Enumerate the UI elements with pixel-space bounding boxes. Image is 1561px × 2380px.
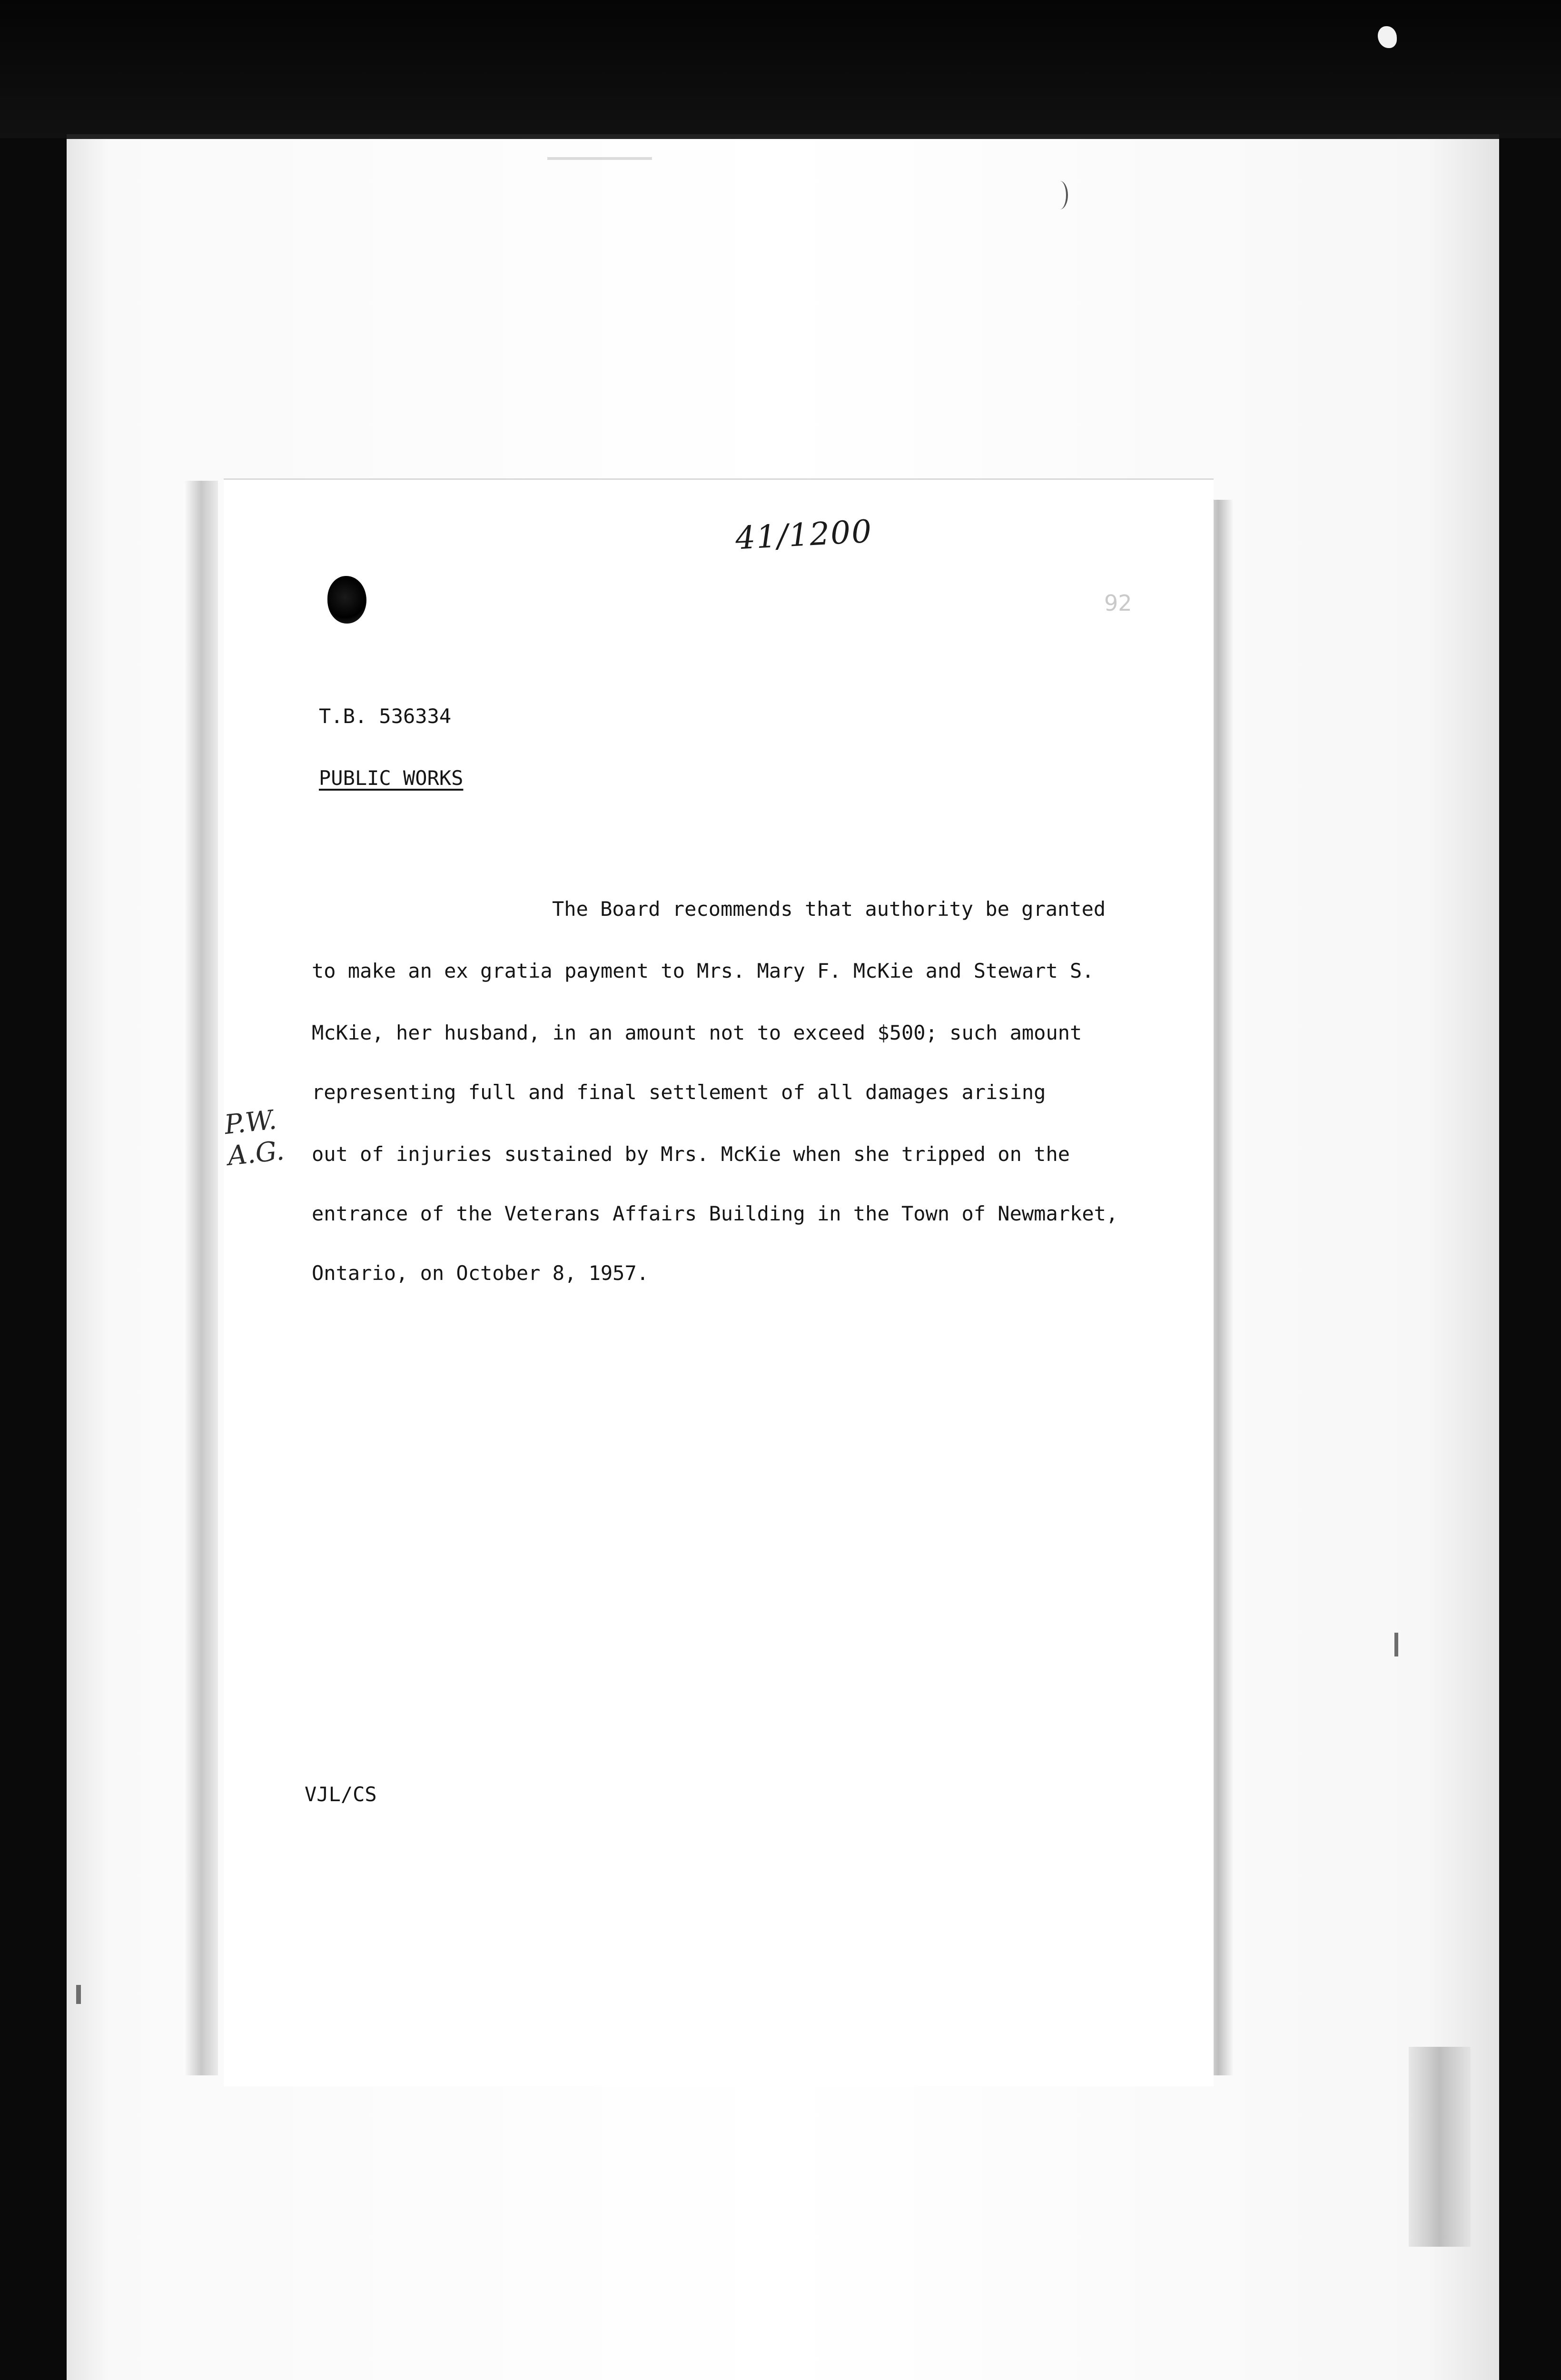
scanner-background: [0, 0, 1561, 138]
body-line-4: representing full and final settlement of all damages arising: [312, 1081, 1046, 1104]
body-line-6: entrance of the Veterans Affairs Building in the Town of Newmarket,: [312, 1202, 1118, 1225]
body-line-3: McKie, her husband, in an amount not to exceed $500; such amount: [312, 1021, 1082, 1044]
page-number: 92: [1104, 590, 1132, 616]
body-line-2: to make an ex gratia payment to Mrs. Mary F. McKie and Stewart S.: [312, 959, 1094, 982]
margin-handwritten-annotation: [223, 1104, 286, 1172]
treasury-board-reference: T.B. 536334: [319, 704, 452, 728]
department-heading: PUBLIC WORKS: [319, 766, 464, 790]
punch-hole: [327, 576, 366, 624]
edge-mark: [76, 1985, 81, 2004]
handwritten-file-reference: 41/1200: [734, 513, 874, 557]
margin-annotation-line-1: P.W.: [223, 1104, 278, 1141]
backing-sheet-edge: [67, 134, 1499, 139]
typist-initials: VJL/CS: [305, 1783, 377, 1806]
body-line-1: The Board recommends that authority be granted: [552, 897, 1106, 921]
scan-mark: [1052, 181, 1068, 209]
edge-mark: [1394, 1633, 1398, 1656]
scan-scratch: [547, 157, 652, 160]
scan-smudge: [1409, 2047, 1471, 2247]
body-line-5: out of injuries sustained by Mrs. McKie when she tripped on the: [312, 1142, 1070, 1166]
margin-annotation-line-2: A.G.: [226, 1135, 286, 1172]
body-line-7: Ontario, on October 8, 1957.: [312, 1261, 649, 1285]
page-shadow-left: [185, 481, 218, 2075]
